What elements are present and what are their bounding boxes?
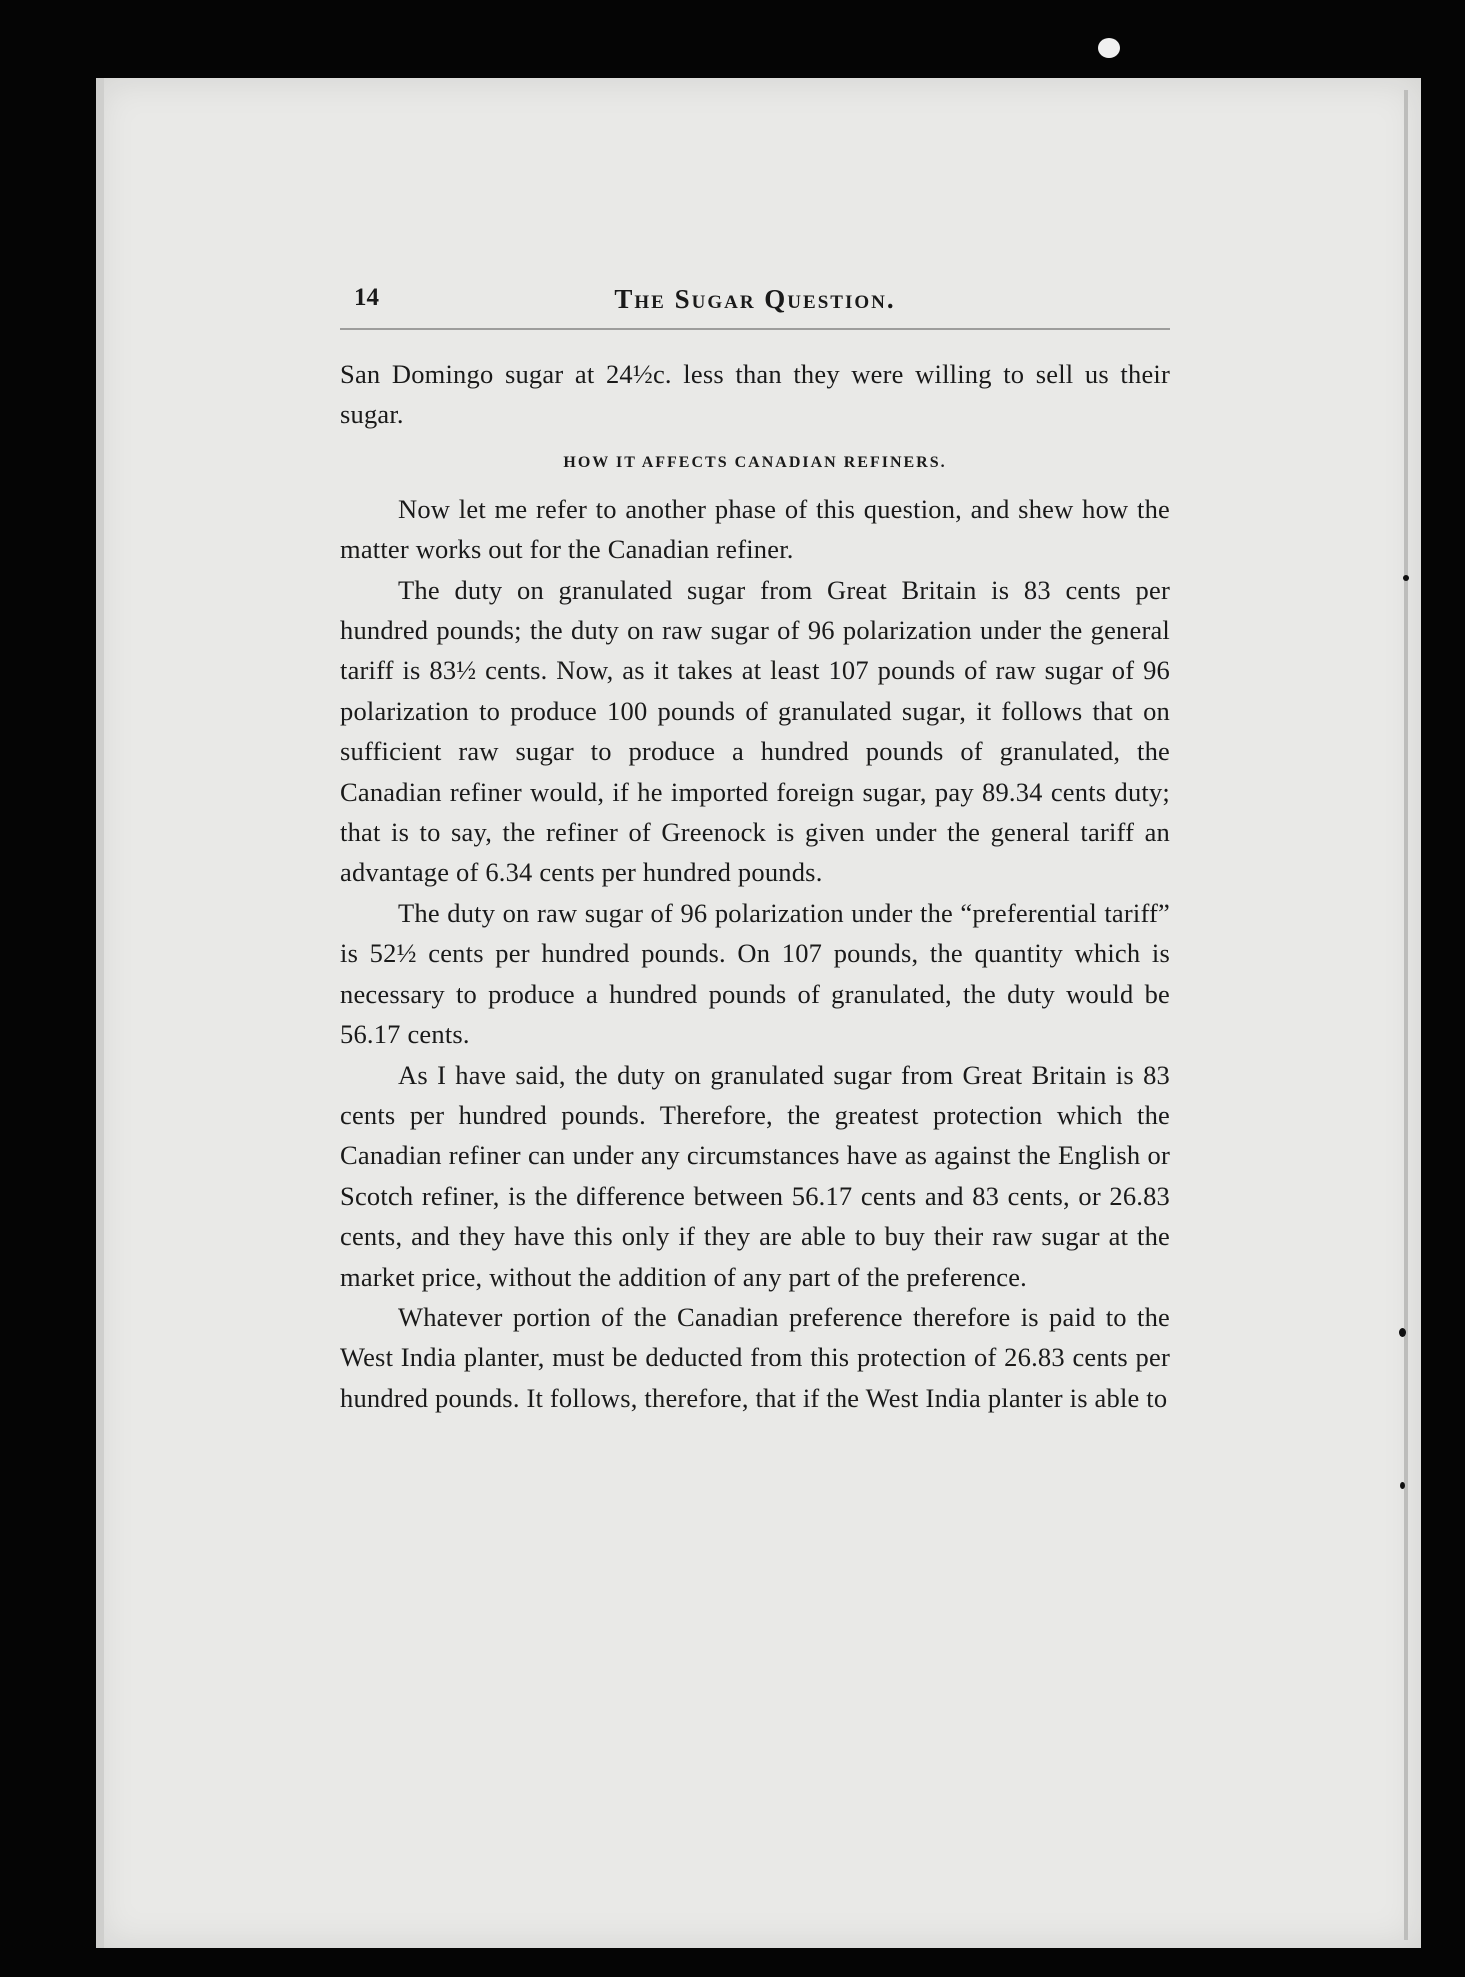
margin-dot: [1400, 1482, 1405, 1489]
running-title: The Sugar Question.: [614, 284, 896, 314]
margin-dot: [1399, 1328, 1406, 1337]
section-heading: HOW IT AFFECTS CANADIAN REFINERS.: [563, 453, 947, 471]
paragraph: Now let me refer to another phase of this question, and shew how the matter works out for the Canadian refiner.: [340, 493, 1170, 565]
paragraph: The duty on granulated sugar from Great Britain is 83 cents per hundred pounds; the duty on raw sugar of 96 polarization under the general tariff is 83½ cents. Now, as it takes at least 107 pounds of raw sugar of 96 polarization to produce 100 pounds of granulated sugar, it follows that on sufficient raw sugar to produce a hundred pounds of granulated, the Canadian refiner would, if he imported foreign sugar, pay 89.34 cents duty; that is to say, the refiner of Greenock is given under the general tariff an advantage of 6.34 cents per hundred pounds.: [340, 574, 1170, 888]
paragraph: As I have said, the duty on granulated sugar from Great Britain is 83 cents per hundred pounds. Therefore, the greatest protection which the Canadian refiner can under any circumstances have as against the English or Scotch refiner, is the difference between 56.17 cents and 83 cents, or 26.83 cents, and they have this only if they are able to buy their raw sugar at the market price, without the addition of any part of the preference.: [340, 1059, 1170, 1292]
page-edge: [1404, 90, 1408, 1940]
margin-dot: [1403, 575, 1409, 581]
paragraph: San Domingo sugar at 24½c. less than they were willing to sell us their sugar.: [340, 359, 1170, 430]
running-head: [340, 260, 1170, 314]
paragraph: Whatever portion of the Canadian preference therefore is paid to the West India planter, must be deducted from this protection of 26.83 cents per hundred pounds. It follows, therefore, that if the West India planter is able to: [340, 1301, 1170, 1413]
body-text: [340, 354, 1170, 1418]
page-binding-shadow: [96, 78, 104, 1948]
paragraph: The duty on raw sugar of 96 polarization under the “preferential tariff” is 52½ cents per hundred pounds. On 107 pounds, the quantity which is necessary to produce a hundred pounds of granulated, the duty would be 56.17 cents.: [340, 897, 1170, 1050]
page-number: 14: [354, 284, 379, 311]
scan-speck: [1098, 38, 1120, 58]
page-content: [340, 260, 1170, 1418]
header-rule: [340, 328, 1170, 330]
